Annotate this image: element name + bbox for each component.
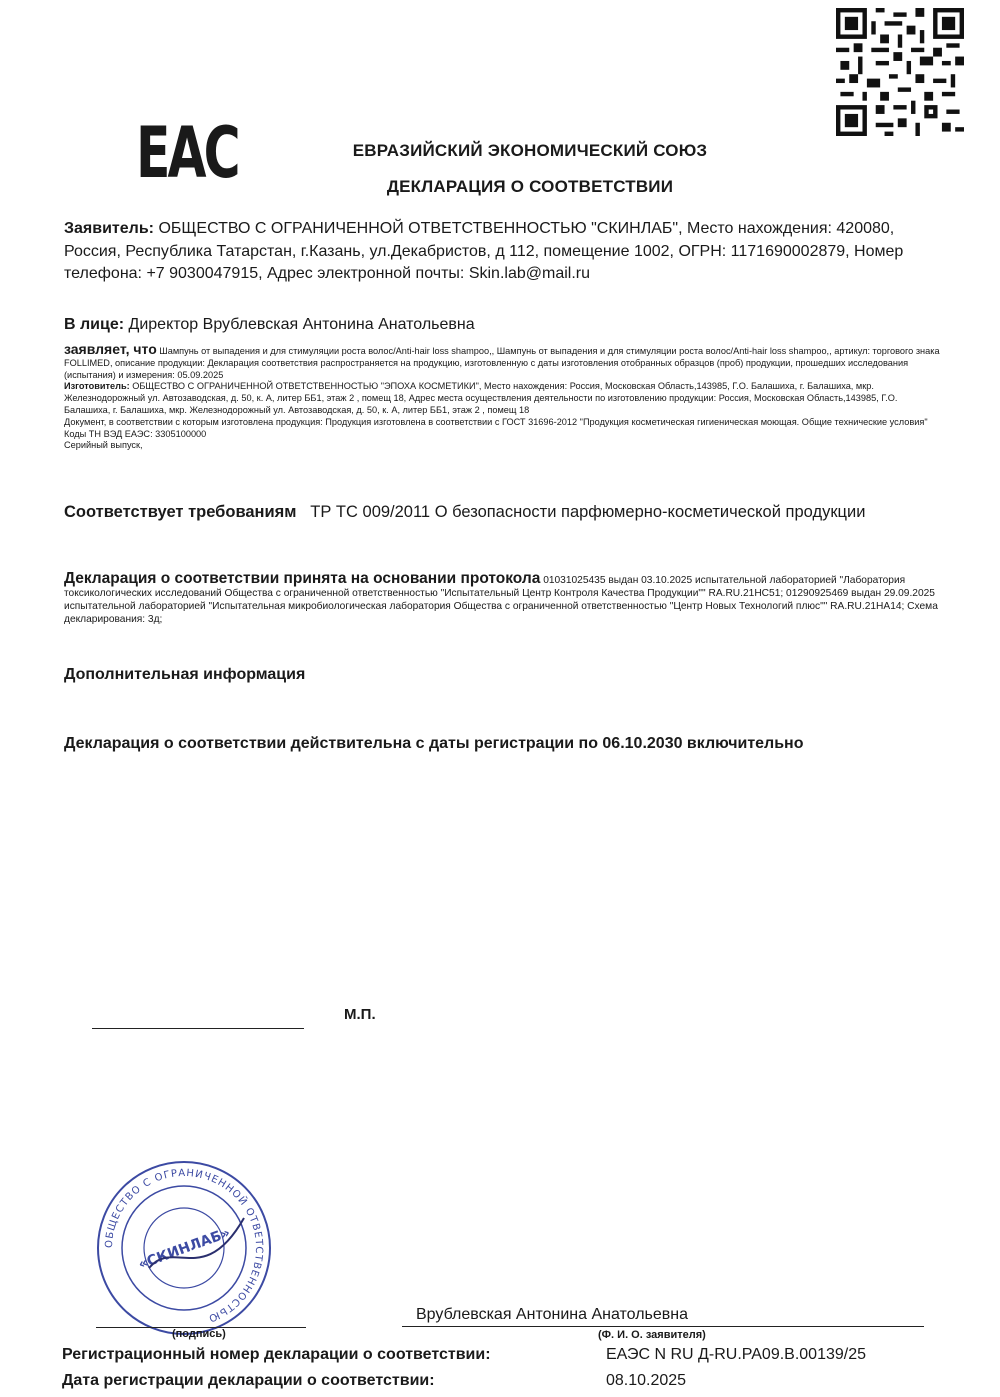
signature-underline	[96, 1327, 306, 1328]
conforms-label: Соответствует требованиям	[64, 503, 297, 521]
person-block	[64, 314, 940, 337]
seal-center-text: «СКИНЛАБ»	[136, 1224, 233, 1273]
declares-label: заявляет, что	[64, 341, 157, 357]
conforms-text: ТР ТС 009/2011 О безопасности парфюмерно-косметической продукции	[310, 503, 866, 521]
applicant-label: Заявитель:	[64, 220, 154, 237]
person-text: Директор Врублевская Антонина Анатольевна	[124, 316, 475, 333]
document-title: ДЕКЛАРАЦИЯ О СООТВЕТСТВИИ	[386, 177, 674, 196]
applicant-name: Врублевская Антонина Анатольевна	[416, 1306, 688, 1323]
declares-text: Шампунь от выпадения и для стимуляции роста волос/Anti-hair loss shampoo,, Шампунь от выпадения и для стимуляции роста волос/Anti-hair loss shampoo,, артикул: торгового знака FOLLIMED, описание продукции: Декларация соответствия распространяется на продукцию, изготовленную с даты изготовления отобранных образцов (проб) продукции, прошедших исследования (испытания) и измерения: 05.09.2025	[64, 346, 940, 380]
person-label: В лице:	[64, 316, 125, 333]
seal-outer-text: ОБЩЕСТВО С ОГРАНИЧЕННОЙ ОТВЕТСТВЕННОСТЬЮ	[103, 1167, 265, 1324]
applicant-block	[64, 218, 940, 286]
additional-info	[64, 664, 940, 687]
manufacturer-label: Изготовитель:	[64, 381, 130, 392]
name-underline	[402, 1326, 924, 1327]
eac-logo: ЕАС	[136, 112, 238, 194]
validity-text: Декларация о соответствии действительна с даты регистрации по 06.10.2030 включительно	[64, 735, 804, 752]
additional-label: Дополнительная информация	[64, 666, 306, 683]
declares-block	[64, 341, 940, 452]
customs-codes: Коды ТН ВЭД ЕАЭС: 3305100000	[64, 428, 207, 439]
qr-code-icon	[836, 8, 964, 136]
conforms-block	[64, 500, 940, 525]
applicant-text: ОБЩЕСТВО С ОГРАНИЧЕННОЙ ОТВЕТСТВЕННОСТЬЮ "СКИНЛАБ", Место нахождения: 420080, Россия, Республика Татарстан, г.Казань, ул.Декабристов, д 112, помещение 1002, ОГРН: 1171690002879, Номер телефона: +7 9030047915, Адрес электронной почты: Skin.lab@mail.ru	[64, 220, 904, 282]
company-seal	[94, 1158, 274, 1338]
serial-release: Серийный выпуск,	[64, 440, 143, 451]
reg-number-label: Регистрационный номер декларации о соответствии:	[62, 1346, 491, 1363]
name-caption: (Ф. И. О. заявителя)	[598, 1329, 706, 1341]
seal-place-mark: М.П.	[344, 1006, 376, 1023]
reg-date-label: Дата регистрации декларации о соответствии:	[62, 1372, 435, 1389]
signature-caption: (подпись)	[172, 1328, 226, 1340]
manufacturer-text: ОБЩЕСТВО С ОГРАНИЧЕННОЙ ОТВЕТСТВЕННОСТЬЮ "ЭПОХА КОСМЕТИКИ", Место нахождения: Россия, Московская Область,143985, Г.О. Балашиха, г. Балашиха, мкр. Железнодорожный ул. Автозаводская, д. 50, к. А, литер ББ1, этаж 2 , помещ 18, Адрес места осуществления деятельности по изготовлению продукции: Россия, Московская Область,143985, Г.О. Балашиха, г. Балашиха, мкр. Железнодорожный ул. Автозаводская, д. 50, к. А, литер ББ1, этаж 2 , помещ 18	[64, 381, 898, 415]
basis-text: 01031025435 выдан 03.10.2025 испытательной лабораторией "Лаборатория токсикологических исследований Общества с ограниченной ответственностью "Испытательный Центр Контроля Качества Продукции"" RA.RU.21HC51; 01290925469 выдан 29.09.2025 испытательной лабораторией "Испытательная микробиологическая лаборатория Общества с ограниченной ответственностью "Центр Новых Технологий плюс"" RA.RU.21HA14; Схема декларирования: 3д;	[64, 575, 938, 625]
union-title: ЕВРАЗИЙСКИЙ ЭКОНОМИЧЕСКИЙ СОЮЗ	[352, 141, 708, 160]
basis-block	[64, 572, 940, 626]
basis-label: Декларация о соответствии принята на основании протокола	[64, 570, 541, 587]
reg-number: ЕАЭС N RU Д-RU.PA09.B.00139/25	[606, 1346, 867, 1363]
signature-line	[92, 1028, 304, 1029]
reg-date: 08.10.2025	[606, 1372, 687, 1389]
standard-document: Документ, в соответствии с которым изготовлена продукция: Продукция изготовлена в соответствии с ГОСТ 31696-2012 "Продукция косметическая гигиеническая моющая. Общие технические условия"	[64, 416, 928, 427]
